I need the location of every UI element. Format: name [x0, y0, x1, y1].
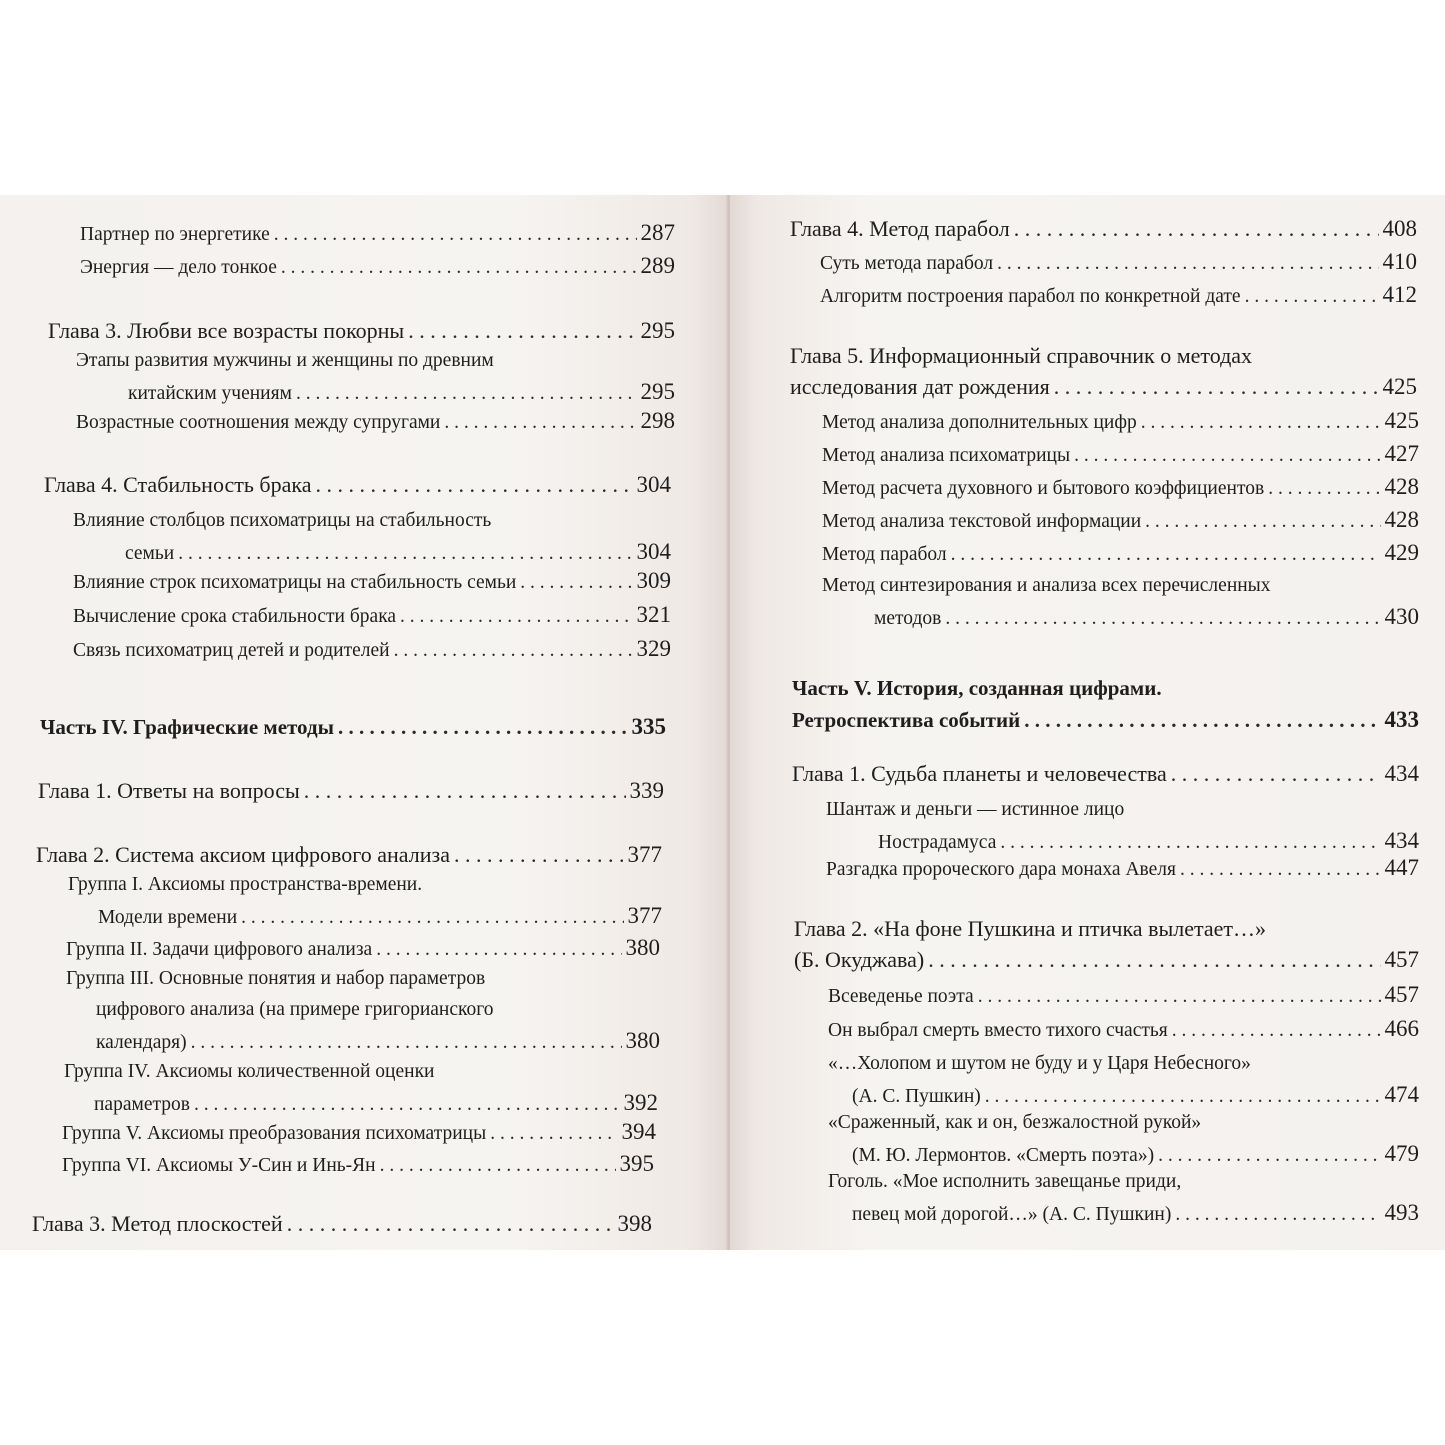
toc-part: Часть IV. Графические методы . . . 335: [40, 711, 666, 743]
dot-leader: [444, 407, 636, 438]
page-number: 295: [640, 318, 675, 343]
toc-entry: Разгадка пророческого дара монаха Авеля . . . 447: [826, 852, 1419, 885]
page-number: 295: [640, 379, 675, 404]
dot-leader: [400, 601, 632, 632]
dot-leader: [1074, 440, 1380, 471]
page-number: 377: [627, 903, 662, 928]
page-number: 394: [621, 1119, 656, 1144]
dot-leader: [241, 902, 623, 933]
dot-leader: [454, 839, 624, 870]
dot-leader: [1268, 473, 1380, 504]
page-number: 474: [1384, 1082, 1419, 1107]
toc-entry: Связь психоматриц детей и родителей . . . 329: [73, 633, 671, 666]
dot-leader: [1172, 1015, 1381, 1046]
page-number: 429: [1384, 540, 1419, 565]
toc-entry: Вычисление срока стабильности брака . . . 321: [73, 599, 671, 632]
dot-leader: [281, 252, 637, 283]
toc-chapter: Глава 4. Стабильность брака . . . 304: [44, 469, 671, 500]
page-number: 430: [1384, 604, 1419, 629]
page-number: 304: [636, 539, 671, 564]
dot-leader: [316, 469, 633, 500]
dot-leader: [1171, 758, 1381, 789]
toc-entry: Метод анализа текстовой информации . . . 428: [822, 504, 1419, 537]
dot-leader: [376, 934, 621, 965]
book-spread: [0, 195, 1445, 1250]
toc-entry: Этапы развития мужчины и женщины по древним китайским учениям . . . 295: [76, 345, 675, 409]
dot-leader: [1014, 213, 1379, 244]
dot-leader: [287, 1208, 614, 1239]
toc-chapter: Глава 3. Любви все возрасты покорны . . . 295: [48, 315, 675, 346]
toc-entry: Группа VI. Аксиомы У-Син и Инь-Ян . . . 395: [62, 1148, 654, 1181]
page-number: 493: [1384, 1200, 1419, 1225]
page-number: 392: [623, 1090, 658, 1115]
page-number: 289: [640, 253, 675, 278]
toc-entry: Он выбрал смерть вместо тихого счастья . . . 466: [828, 1013, 1419, 1046]
dot-leader: [1141, 407, 1381, 438]
page-number: 434: [1384, 761, 1419, 786]
page-number: 479: [1384, 1141, 1419, 1166]
toc-entry: «…Холопом и шутом не буду и у Царя Небесного» (А. С. Пушкин) . . . 474: [828, 1048, 1419, 1112]
toc-entry: Всеведенье поэта . . . 457: [828, 979, 1419, 1012]
page-number: 395: [619, 1151, 654, 1176]
dot-leader: [408, 315, 636, 346]
page-number: 321: [636, 602, 671, 627]
page-number: 377: [627, 842, 662, 867]
left-page: [0, 195, 728, 1250]
page-number: 425: [1382, 374, 1417, 399]
page-number: 398: [617, 1211, 652, 1236]
toc-chapter: Глава 4. Метод парабол . . . 408: [790, 213, 1417, 244]
dot-leader: [1180, 854, 1381, 885]
page-number: 434: [1384, 828, 1419, 853]
toc-chapter: Глава 2. Система аксиом цифрового анализа . . . 377: [36, 839, 662, 870]
page-number: 408: [1382, 216, 1417, 241]
dot-leader: [191, 1027, 622, 1058]
dot-leader: [338, 712, 628, 743]
toc-entry: Гоголь. «Мое исполнить завещанье приди, певец мой дорогой…» (А. С. Пушкин) . . . 493: [828, 1166, 1419, 1230]
page-number: 380: [625, 1028, 660, 1053]
page-number: 410: [1382, 249, 1417, 274]
page-number: 428: [1384, 507, 1419, 532]
page-number: 335: [631, 714, 666, 739]
dot-leader: [520, 567, 632, 598]
dot-leader: [1145, 506, 1380, 537]
page-number: 309: [636, 568, 671, 593]
dot-leader: [394, 635, 633, 666]
toc-entry: Влияние столбцов психоматрицы на стабильность семьи . . . 304: [73, 505, 671, 569]
dot-leader: [1175, 1199, 1380, 1230]
page-number: 339: [629, 778, 664, 803]
toc-entry: Алгоритм построения парабол по конкретной дате . . . 412: [820, 279, 1417, 312]
page-number: 304: [636, 472, 671, 497]
page-number: 457: [1384, 982, 1419, 1007]
dot-leader: [274, 219, 637, 250]
toc-entry: Метод анализа психоматрицы . . . 427: [822, 438, 1419, 471]
toc-entry: Метод парабол . . . 429: [822, 537, 1419, 570]
toc-entry: Партнер по энергетике . . . 287: [80, 217, 675, 250]
page-number: 466: [1384, 1016, 1419, 1041]
toc-chapter: Глава 1. Судьба планеты и человечества . . . 434: [792, 758, 1419, 789]
page-number: 287: [640, 220, 675, 245]
dot-leader: [945, 603, 1380, 634]
toc-entry: «Сраженный, как и он, безжалостной рукой» (М. Ю. Лермонтов. «Смерть поэта») . . . 479: [828, 1107, 1419, 1171]
dot-leader: [951, 539, 1381, 570]
page-number: 457: [1384, 947, 1419, 972]
dot-leader: [978, 981, 1381, 1012]
page-number: 433: [1384, 707, 1419, 732]
toc-entry: Группа II. Задачи цифрового анализа . . . 380: [66, 932, 660, 965]
toc-entry: Группа III. Основные понятия и набор параметров цифрового анализа (на примере григорианского календаря) . . . 380: [66, 963, 660, 1058]
toc-chapter: Глава 2. «На фоне Пушкина и птичка вылетает…» (Б. Окуджава) . . . 457: [794, 913, 1419, 975]
toc-part: Часть V. История, созданная цифрами. Ретроспектива событий . . . 433: [792, 673, 1419, 736]
toc-entry: Группа I. Аксиомы пространства-времени. Модели времени . . . 377: [68, 869, 662, 933]
dot-leader: [380, 1150, 616, 1181]
page-number: 428: [1384, 474, 1419, 499]
dot-leader: [1054, 371, 1379, 402]
toc-entry: Группа IV. Аксиомы количественной оценки параметров . . . 392: [64, 1056, 658, 1120]
right-page: [730, 195, 1445, 1250]
page-number: 425: [1384, 408, 1419, 433]
toc-entry: Группа V. Аксиомы преобразования психоматрицы . . . 394: [62, 1116, 656, 1149]
toc-entry: Возрастные соотношения между супругами . . . 298: [76, 405, 675, 438]
toc-chapter: Глава 1. Ответы на вопросы . . . 339: [38, 775, 664, 806]
page-number: 412: [1382, 282, 1417, 307]
dot-leader: [1245, 281, 1379, 312]
page-number: 298: [640, 408, 675, 433]
toc-chapter: Глава 3. Метод плоскостей . . . 398: [32, 1208, 652, 1239]
dot-leader: [997, 248, 1378, 279]
toc-entry: Влияние строк психоматрицы на стабильность семьи . . . 309: [73, 565, 671, 598]
toc-entry: Метод расчета духовного и бытового коэффициентов . . . 428: [822, 471, 1419, 504]
page-number: 329: [636, 636, 671, 661]
page-number: 447: [1384, 855, 1419, 880]
toc-entry: Метод анализа дополнительных цифр . . . 425: [822, 405, 1419, 438]
page-number: 380: [625, 935, 660, 960]
dot-leader: [490, 1118, 617, 1149]
toc-entry: Метод синтезирования и анализа всех перечисленных методов . . . 430: [822, 570, 1419, 634]
dot-leader: [1024, 705, 1380, 736]
toc-entry: Энергия — дело тонкое . . . 289: [80, 250, 675, 283]
dot-leader: [928, 944, 1380, 975]
toc-chapter: Глава 5. Информационный справочник о методах исследования дат рождения . . . 425: [790, 340, 1417, 402]
page-number: 427: [1384, 441, 1419, 466]
toc-entry: Шантаж и деньги — истинное лицо Нострадамуса . . . 434: [826, 794, 1419, 858]
dot-leader: [304, 775, 626, 806]
toc-entry: Суть метода парабол . . . 410: [820, 246, 1417, 279]
